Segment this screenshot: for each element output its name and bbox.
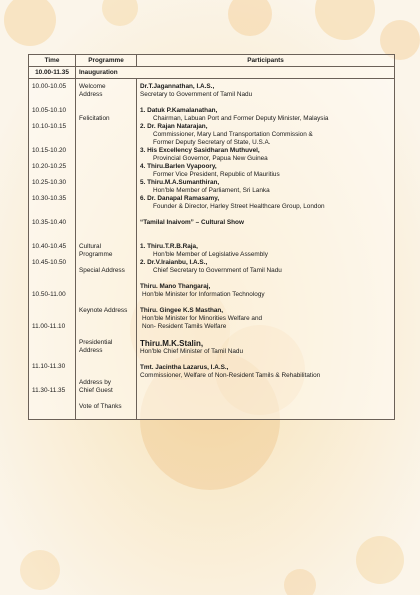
- programme-schedule: [28, 54, 394, 420]
- programme-presidential: Presidential: [79, 339, 113, 346]
- participant-name: 4. Thiru.Barlen Vyapoory,: [140, 163, 217, 170]
- time-slot: 10.15-10.20: [32, 147, 67, 154]
- time-slot: 10.45-10.50: [32, 259, 67, 266]
- programme-cultural: Cultural: [79, 243, 102, 250]
- time-slot: 10.50-11.00: [32, 291, 66, 298]
- programme-column: Welcome Address Felicitation Cultural Programme Special Address Keynote Address Presidential Address Address by Chief Guest Vote of Thanks: [76, 79, 137, 420]
- time-slot: 10.05-10.10: [32, 107, 67, 114]
- programme-keynote: Keynote Address: [79, 307, 128, 314]
- participant-name: 6. Dr. Danapal Ramasamy,: [140, 195, 220, 202]
- time-slot: 10.40-10.45: [32, 243, 67, 250]
- inauguration-time: 10.00-11.35: [29, 67, 76, 79]
- participant-name: Thiru. Mano Thangaraj,: [140, 283, 211, 290]
- inauguration-label: Inauguration: [76, 67, 395, 79]
- participant-name: Dr.T.Jagannathan, I.A.S.,: [140, 83, 215, 90]
- schedule-table: [28, 54, 395, 420]
- participants-header: Participants: [137, 55, 395, 67]
- time-slot: 11.00-11.10: [32, 323, 66, 330]
- programme-chief-guest: Address by: [79, 379, 111, 386]
- time-slot: 11.30-11.35: [32, 387, 66, 394]
- programme-welcome: Welcome: [79, 83, 106, 90]
- chief-guest-name: Thiru.M.K.Stalin,: [140, 339, 204, 348]
- participant-name: 1. Thiru.T.R.B.Raja,: [140, 243, 198, 250]
- inauguration-row: [29, 67, 395, 79]
- participant-name: Thiru. Gingee K.S Masthan,: [140, 307, 224, 314]
- time-slot: 10.30-10.35: [32, 195, 67, 202]
- time-slot: 10.20-10.25: [32, 163, 67, 170]
- programme-felicitation: Felicitation: [79, 115, 110, 122]
- participant-name: 1. Datuk P.Kamalanathan,: [140, 107, 218, 114]
- time-slot: 11.10-11.30: [32, 363, 66, 370]
- programme-vote-of-thanks: Vote of Thanks: [79, 403, 122, 410]
- time-slot: 10.25-10.30: [32, 179, 67, 186]
- schedule-body: [29, 79, 395, 420]
- cultural-show-title: “Tamilal Inaivom” – Cultural Show: [140, 219, 244, 226]
- programme-special-address: Special Address: [79, 267, 125, 274]
- participant-name: 5. Thiru.M.A.Sumanthiran,: [140, 179, 220, 186]
- participant-name: 3. His Excellency Sasidharan Muthuvel,: [140, 147, 260, 154]
- time-header: Time: [29, 55, 76, 67]
- header-row: [29, 55, 395, 67]
- participants-column: Dr.T.Jagannathan, I.A.S., Secretary to Government of Tamil Nadu 1. Datuk P.Kamalanathan, Chairman, Labuan Port and Former Deputy Minister, Malaysia 2. Dr. Rajan Natarajan, Commissioner, Mary Land Transportation Commission & Former Deputy Secretary of State, U.S.A. 3. His Excellency Sasidharan Muthuvel, Provincial Governor, Papua New Guinea 4. Thiru.Barlen Vyapoory, Former Vice President, Republic of Mauritius 5. Thiru.M.A.Sumanthiran, Hon'ble Member of Parliament, Sri Lanka 6. Dr. Danapal Ramasamy, Founder & Director, Harley Street Healthcare Group, London “Tamilal Inaivom” – Cultural Show 1. Thiru.T.R.B.Raja, Hon'ble Member of Legislative Assembly 2. Dr.V.Iraianbu, I.A.S., Chief Secretary to Government of Tamil Nadu Thiru. Mano Thangaraj, Hon'ble Minister for Information Technology Thiru. Gingee K.S Masthan, Hon'ble Minister for Minorities Welfare and Non- Resident Tamils Welfare Thiru.M.K.Stalin, Hon'ble Chief Minister of Tamil Nadu Tmt. Jacintha Lazarus, I.A.S., Commissioner, Welfare of Non-Resident Tamils & Rehabilitation: [137, 79, 395, 420]
- time-slot: 10.10-10.15: [32, 123, 67, 130]
- time-slot: 10.00-10.05: [32, 83, 67, 90]
- participant-name: 2. Dr. Rajan Natarajan,: [140, 123, 208, 130]
- participant-name: 2. Dr.V.Iraianbu, I.A.S.,: [140, 259, 208, 266]
- time-slot: 10.35-10.40: [32, 219, 67, 226]
- programme-header: Programme: [76, 55, 137, 67]
- participant-name: Tmt. Jacintha Lazarus, I.A.S.,: [140, 364, 229, 371]
- time-column: [29, 79, 76, 420]
